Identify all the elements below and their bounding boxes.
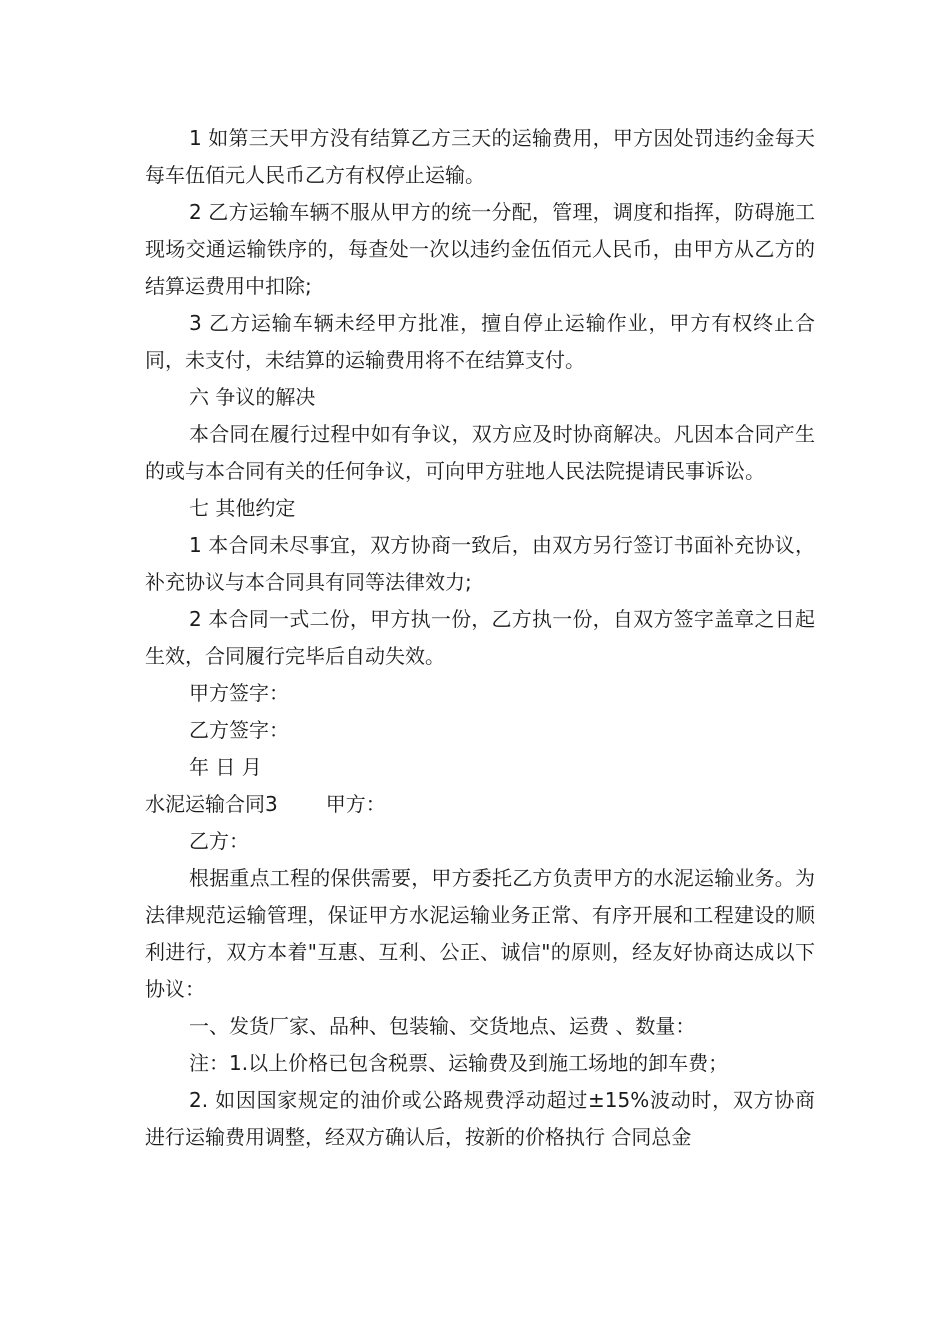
contract-title-line (145, 786, 815, 823)
party-b-label: 乙方： (189, 829, 249, 853)
party-b-signature-line: 乙方签字： (189, 718, 289, 742)
date-line: 年 日 月 (189, 755, 262, 779)
section-heading: 一、发货厂家、品种、包装输、交货地点、运费 、数量： (189, 1014, 696, 1038)
clause-paragraph: 3 乙方运输车辆未经甲方批准，擅自停止运输作业，甲方有权终止合同，未支付，未结算的运输费用将不在结算支付。 (145, 311, 815, 372)
clause-paragraph: 本合同在履行过程中如有争议，双方应及时协商解决。凡因本合同产生的或与本合同有关的任何争议，可向甲方驻地人民法院提请民事诉讼。 (145, 422, 815, 483)
clause-paragraph: 1 如第三天甲方没有结算乙方三天的运输费用，甲方因处罚违约金每天每车伍佰元人民币乙方有权停止运输。 (145, 126, 815, 187)
clause-paragraph: 2. 如因国家规定的油价或公路规费浮动超过±15%波动时，双方协商进行运输费用调整，经双方确认后，按新的价格执行 合同总金 (145, 1088, 815, 1149)
clause-paragraph: 1 本合同未尽事宜，双方协商一致后，由双方另行签订书面补充协议，补充协议与本合同具有同等法律效力; (145, 533, 815, 594)
section-heading: 六 争议的解决 (189, 385, 316, 409)
clause-paragraph: 2 乙方运输车辆不服从甲方的统一分配，管理，调度和指挥，防碍施工现场交通运输铁序的，每查处一次以违约金伍佰元人民币，由甲方从乙方的结算运费用中扣除; (145, 200, 815, 298)
note-paragraph: 注：1.以上价格已包含税票、运输费及到施工场地的卸车费； (189, 1051, 729, 1075)
party-a-signature-line: 甲方签字： (189, 681, 289, 705)
document-body (145, 120, 815, 1156)
party-a-label: 甲方： (325, 792, 386, 816)
section-heading: 七 其他约定 (189, 496, 296, 520)
clause-paragraph: 2 本合同一式二份，甲方执一份，乙方执一份，自双方签字盖章之日起生效，合同履行完毕后自动失效。 (145, 607, 815, 668)
preamble-paragraph: 根据重点工程的保供需要，甲方委托乙方负责甲方的水泥运输业务。为法律规范运输管理，保证甲方水泥运输业务正常、有序开展和工程建设的顺利进行，双方本着"互惠、互利、公正、诚信"的原则，经友好协商达成以下协议： (145, 866, 815, 1001)
contract-title: 水泥运输合同3 (145, 792, 278, 816)
